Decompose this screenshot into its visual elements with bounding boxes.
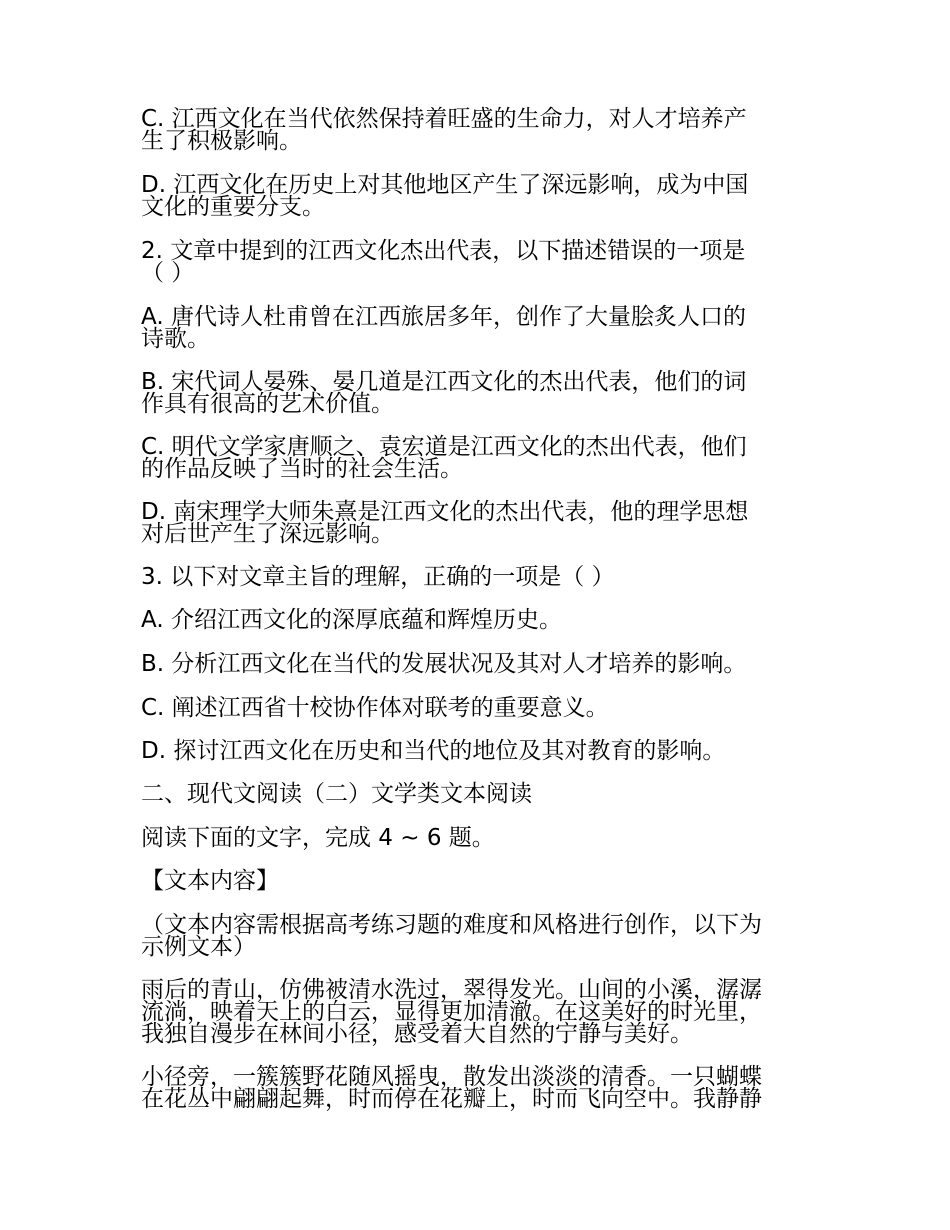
- text-line: B. 宋代词人晏殊、晏几道是江西文化的杰出代表，他们的词: [141, 369, 747, 395]
- q2-stem: [141, 240, 745, 284]
- text-line: D. 南宋理学大师朱熹是江西文化的杰出代表，他的理学思想: [141, 499, 749, 525]
- text-line: B. 分析江西文化在当代的发展状况及其对人才培养的影响。: [141, 651, 747, 677]
- q3-option-b: [141, 653, 746, 675]
- text-line: 示例文本）: [141, 934, 256, 960]
- text-line: 诗歌。: [141, 326, 210, 352]
- text-line: 对后世产生了深远影响。: [141, 521, 394, 547]
- text-line: 作具有很高的艺术价值。: [141, 391, 394, 417]
- text-note: [141, 914, 762, 958]
- text-line: 3. 以下对文章主旨的理解，正确的一项是（ ）: [141, 564, 615, 590]
- passage-paragraph-1: [141, 979, 762, 1045]
- text-line: （文本内容需根据高考练习题的难度和风格进行创作，以下为: [141, 912, 762, 938]
- q3-stem: [141, 566, 615, 588]
- q1-option-c: [141, 108, 747, 152]
- text-line: 【文本内容】: [141, 868, 279, 894]
- section-heading: [141, 783, 532, 805]
- text-line: 小径旁，一簇簇野花随风摇曳，散发出淡淡的清香。一只蝴蝶: [141, 1064, 762, 1090]
- text-line: C. 明代文学家唐顺之、袁宏道是江西文化的杰出代表，他们: [141, 434, 747, 460]
- q2-option-c: [141, 436, 747, 480]
- text-line: 2. 文章中提到的江西文化杰出代表，以下描述错误的一项是: [141, 238, 746, 264]
- q3-option-d: [141, 740, 725, 762]
- text-line: 的作品反映了当时的社会生活。: [141, 456, 463, 482]
- text-line: 在花丛中翩翩起舞，时而停在花瓣上，时而飞向空中。我静静: [141, 1086, 762, 1112]
- text-line: 我独自漫步在林间小径，感受着大自然的宁静与美好。: [141, 1021, 693, 1047]
- q2-option-a: [141, 306, 746, 350]
- text-line: D. 探讨江西文化在历史和当代的地位及其对教育的影响。: [141, 738, 726, 764]
- text-line: （ ）: [141, 260, 195, 286]
- text-line: 流淌，映着天上的白云，显得更加清澈。在这美好的时光里，: [141, 999, 762, 1025]
- text-line: A. 介绍江西文化的深厚底蕴和辉煌历史。: [141, 607, 562, 633]
- q1-option-d: [141, 174, 748, 218]
- q2-option-d: [141, 501, 748, 545]
- passage-paragraph-2: [141, 1066, 762, 1110]
- text-line: A. 唐代诗人杜甫曾在江西旅居多年，创作了大量脍炙人口的: [141, 304, 746, 330]
- text-label: [141, 870, 279, 892]
- text-line: 阅读下面的文字，完成 4 ~ 6 题。: [141, 825, 495, 851]
- text-line: C. 江西文化在当代依然保持着旺盛的生命力，对人才培养产: [141, 106, 747, 132]
- q2-option-b: [141, 371, 746, 415]
- text-line: 文化的重要分支。: [141, 194, 325, 220]
- text-line: C. 阐述江西省十校协作体对联考的重要意义。: [141, 695, 609, 721]
- text-line: 雨后的青山，仿佛被清水洗过，翠得发光。山间的小溪，潺潺: [141, 977, 762, 1003]
- text-line: 二、现代文阅读（二）文学类文本阅读: [141, 781, 532, 807]
- q3-option-c: [141, 697, 609, 719]
- text-line: 生了积极影响。: [141, 128, 302, 154]
- text-line: D. 江西文化在历史上对其他地区产生了深远影响，成为中国: [141, 172, 749, 198]
- instruction: [141, 827, 495, 849]
- q3-option-a: [141, 609, 562, 631]
